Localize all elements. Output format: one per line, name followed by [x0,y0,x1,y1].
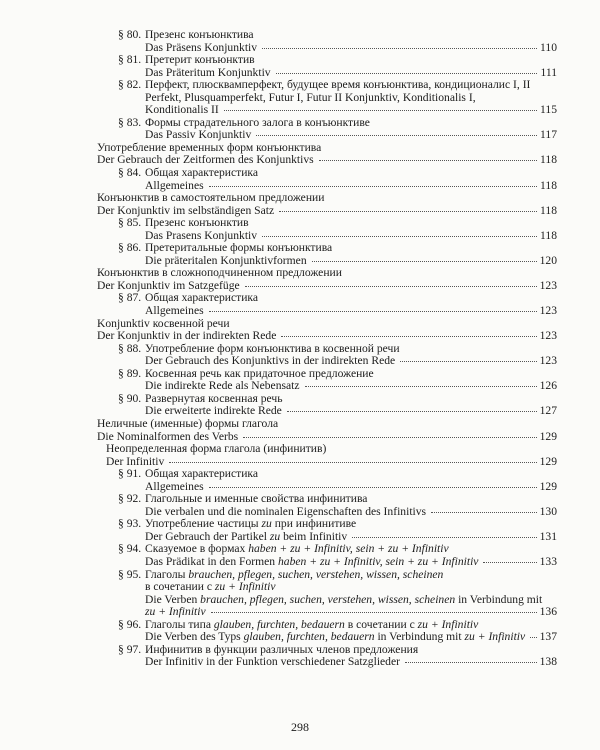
entry-title: Das Prasens Konjunktiv [145,228,258,242]
page-ref: 137 [539,630,557,644]
page-ref: 118 [540,203,557,217]
section-title: Перфект, плюсквамперфект, будущее время конъюнктива, кондиционалис I, II [145,78,531,92]
page-ref: 111 [540,65,557,79]
page-ref: 123 [539,304,557,318]
section-number: § 82. [118,78,142,92]
entry-title: Das Präteritum Konjunktiv [145,65,271,79]
section-number: § 88. [118,341,142,355]
toc-entry [0,205,600,218]
section-number: § 89. [118,366,142,380]
section-number: § 91. [118,467,142,481]
toc-entry [0,380,600,393]
dot-leader [209,303,537,312]
dot-leader [400,353,536,362]
dot-leader [262,228,537,237]
dot-leader [312,253,537,262]
section-number: § 85. [118,216,142,230]
section-number: § 96. [118,617,142,631]
entry-title: Der Konjunktiv in der indirekten Rede [97,329,277,343]
dot-leader [431,504,537,513]
section-title: Общая характеристика [145,166,259,180]
section-title: Косвенная речь как придаточное предложение [145,366,374,380]
dot-leader [319,152,537,161]
dot-leader [483,554,536,563]
section-number: § 86. [118,241,142,255]
toc-entry [0,656,600,669]
toc-entry [0,154,600,167]
entry-title: Конъюнктив в сложноподчиненном предложении [97,266,342,280]
toc-entry [0,456,600,469]
entry-title: Perfekt, Plusquamperfekt, Futur I, Futur II Konjunktiv, Konditionalis I, [145,90,476,104]
section-number: § 83. [118,115,142,129]
section-title: Формы страдательного залога в конъюнктиве [145,115,370,129]
section-number: § 94. [118,542,142,556]
page-ref: 138 [539,655,557,669]
page-ref: 117 [540,128,557,142]
entry-title: Die indirekte Rede als Nebensatz [145,379,300,393]
section-title: Претерит конъюнктив [145,53,255,67]
page-ref: 123 [539,354,557,368]
entry-title: Неопределенная форма глагола (инфинитив) [106,442,327,456]
page-ref: 123 [539,278,557,292]
section-title: Развернутая косвенная речь [145,391,283,405]
section-number: § 92. [118,492,142,506]
dot-leader [279,203,537,212]
entry-title: Die verbalen und die nominalen Eigenschaften des Infinitivs [145,504,427,518]
entry-title: Неличные (именные) формы глагола [97,416,279,430]
section-number: § 90. [118,391,142,405]
section-title: Употребление форм конъюнктива в косвенной речи [145,341,400,355]
dot-leader [405,654,537,663]
section-title: Общая характеристика [145,467,259,481]
page-ref: 129 [539,454,557,468]
section-title: Инфинитив в функции различных членов предложения [145,642,419,656]
entry-title: Das Prädikat in den Formen haben + zu + Infinitiv, sein + zu + Infinitiv [145,554,479,568]
entry-title: Konditionalis II [145,103,219,117]
dot-leader [262,40,537,49]
entry-title: Das Präsens Konjunktiv [145,40,258,54]
page-ref: 110 [540,40,557,54]
page-ref: 120 [539,253,557,267]
dot-leader [276,65,538,74]
entry-title: Die Verben brauchen, pflegen, suchen, verstehen, wissen, scheinen in Verbindung mit [145,592,543,606]
section-title: Претеритальные формы конъюнктива [145,241,333,255]
section-title: Глагольные и именные свойства инфинитива [145,492,368,506]
section-number: § 81. [118,53,142,67]
toc-entry [0,569,600,582]
page-ref: 136 [539,605,557,619]
page-ref: 129 [539,429,557,443]
page-ref: 126 [539,379,557,393]
page-ref: 118 [540,153,557,167]
dot-leader [245,278,537,287]
section-number: § 97. [118,642,142,656]
dot-leader [256,127,537,136]
entry-title: Der Infinitiv [106,454,165,468]
dot-leader [352,529,536,538]
entry-title: Die Nominalformen des Verbs [97,429,239,443]
entry-title: Das Passiv Konjunktiv [145,128,252,142]
section-number: § 87. [118,291,142,305]
toc-entry [0,405,600,418]
entry-title: Allgemeines [145,178,204,192]
entry-title: Die Verben des Typs glauben, furchten, bedauern in Verbindung mit zu + Infinitiv [145,630,526,644]
entry-title: Die erweiterte indirekte Rede [145,404,282,418]
toc-entry [0,42,600,55]
entry-title: Der Gebrauch des Konjunktivs in der indirekten Rede [145,354,396,368]
page-ref: 129 [539,479,557,493]
page-ref: 123 [539,329,557,343]
section-title: Глаголы типа glauben, furchten, bedauern в сочетании с zu + Infinitiv [145,617,479,631]
entry-title: Allgemeines [145,479,204,493]
dot-leader [530,629,536,638]
entry-title: Der Infinitiv in der Funktion verschiedener Satzglieder [145,655,400,669]
entry-title: Der Gebrauch der Zeitformen des Konjunktivs [97,153,314,167]
dot-leader [209,178,537,187]
entry-title: zu + Infinitiv [145,605,206,619]
section-number: § 80. [118,28,142,41]
page-ref: 115 [540,103,557,117]
page-ref: 127 [539,404,557,418]
section-title: Употребление частицы zu при инфинитиве [145,517,357,531]
page-ref: 118 [540,228,557,242]
page-ref: 118 [540,178,557,192]
dot-leader [287,403,537,412]
dot-leader [243,429,536,438]
page-number: 298 [291,720,309,734]
section-title: Сказуемое в формах haben + zu + Infinitiv, sein + zu + Infinitiv [145,542,449,556]
entry-title: Конъюнктив в самостоятельном предложении [97,191,325,205]
toc-entry [0,305,600,318]
dot-leader [211,604,537,613]
entry-title: Употребление временных форм конъюнктива [97,140,322,154]
section-number: § 84. [118,166,142,180]
section-number: § 95. [118,567,142,581]
section-title: Глаголы brauchen, pflegen, suchen, verstehen, wissen, scheinen [145,567,444,581]
dot-leader [281,328,536,337]
page-ref: 131 [539,529,557,543]
entry-title: Konjunktiv косвенной речи [97,316,230,330]
entry-title: в сочетании с zu + Infinitiv [145,580,276,594]
entry-title: Der Konjunktiv im Satzgefüge [97,278,240,292]
dot-leader [209,479,537,488]
entry-title: Der Gebrauch der Partikel zu beim Infinitiv [145,529,348,543]
entry-title: Allgemeines [145,304,204,318]
section-title: Общая характеристика [145,291,259,305]
table-of-contents [0,29,600,669]
dot-leader [169,454,536,463]
dot-leader [224,102,537,111]
section-number: § 93. [118,517,142,531]
toc-entry [0,280,600,293]
section-title: Презенс конъюнктив [145,216,249,230]
entry-title: Die präteritalen Konjunktivformen [145,253,307,267]
entry-title: Der Konjunktiv im selbständigen Satz [97,203,275,217]
page-ref: 133 [539,554,557,568]
dot-leader [305,378,537,387]
page-ref: 130 [539,504,557,518]
section-title: Презенс конъюнктива [145,28,254,41]
